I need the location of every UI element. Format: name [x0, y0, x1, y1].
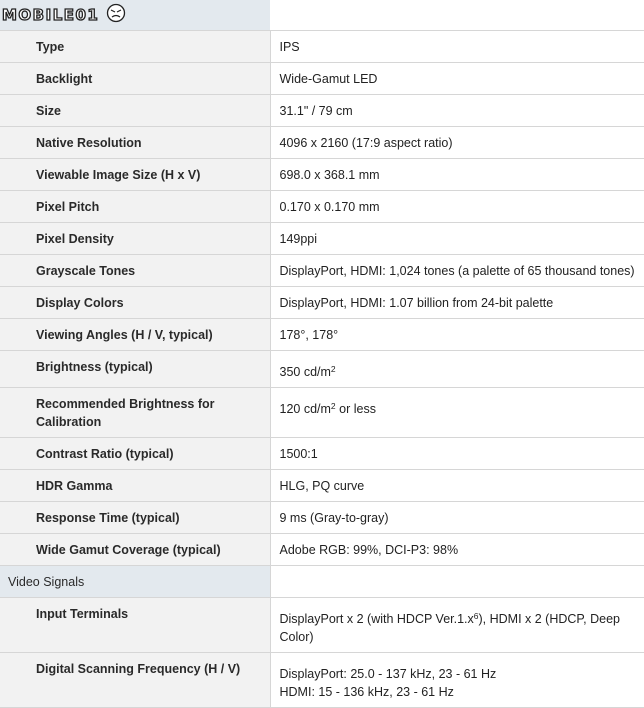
- spec-value-suffix: or less: [335, 402, 376, 416]
- spec-row-backlight: [0, 63, 644, 95]
- spec-label: Brightness (typical): [0, 351, 270, 388]
- mobile01-logo: [0, 1, 132, 27]
- superscript: 2: [330, 401, 336, 411]
- spec-value: [270, 388, 644, 438]
- spec-label: Type: [0, 31, 270, 63]
- spec-value-text: 31.1" / 79 cm: [279, 104, 353, 118]
- spec-value-text: 350 cd/m: [279, 365, 331, 379]
- spec-value-text: DisplayPort: 25.0 - 137 kHz, 23 - 61 Hz: [279, 667, 497, 681]
- logo-cell: [0, 0, 270, 31]
- spec-value-text: 178°, 178°: [279, 328, 339, 342]
- spec-value-text: IPS: [279, 40, 300, 54]
- spec-label: Grayscale Tones: [0, 255, 270, 287]
- spec-row-size: [0, 95, 644, 127]
- spec-value: [270, 319, 644, 351]
- spec-label: Viewable Image Size (H x V): [0, 159, 270, 191]
- section-title: Video Signals: [0, 566, 270, 598]
- superscript: 6: [473, 611, 479, 621]
- spec-value-text: 120 cd/m: [279, 402, 331, 416]
- spec-value: [270, 502, 644, 534]
- spec-value-text: Adobe RGB: 99%, DCI-P3: 98%: [279, 543, 459, 557]
- spec-label: Pixel Density: [0, 223, 270, 255]
- spec-value-text: Wide-Gamut LED: [279, 72, 378, 86]
- spec-value: [270, 31, 644, 63]
- spec-row-wide-gamut-coverage-typical: [0, 534, 644, 566]
- spec-value: [270, 287, 644, 319]
- spec-value: [270, 255, 644, 287]
- spec-row-display-colors: [0, 287, 644, 319]
- logo-row-blank: [270, 0, 644, 31]
- section-blank: [270, 566, 644, 598]
- spec-row-viewable-image-size-h-x-v: [0, 159, 644, 191]
- spec-value: [270, 534, 644, 566]
- spec-row-type: [0, 31, 644, 63]
- spec-value: [270, 191, 644, 223]
- spec-row-recommended-brightness-for-calibration: [0, 388, 644, 438]
- spec-row-response-time-typical: [0, 502, 644, 534]
- spec-label: Native Resolution: [0, 127, 270, 159]
- spec-label: Recommended Brightness for Calibration: [0, 388, 270, 438]
- spec-value-line2: HDMI: 15 - 136 kHz, 23 - 61 Hz: [279, 685, 454, 699]
- spec-row-contrast-ratio-typical: [0, 438, 644, 470]
- spec-row-pixel-pitch: [0, 191, 644, 223]
- spec-value-text: 4096 x 2160 (17:9 aspect ratio): [279, 136, 453, 150]
- spec-value: [270, 63, 644, 95]
- spec-row-input-terminals: [0, 598, 644, 653]
- spec-value-text: 1500:1: [279, 447, 318, 461]
- spec-value: [270, 598, 644, 653]
- logo-row: [0, 0, 644, 31]
- spec-label: HDR Gamma: [0, 470, 270, 502]
- spec-value-text: DisplayPort, HDMI: 1,024 tones (a palette of 65 thousand tones): [279, 264, 635, 278]
- svg-text:MOBILE01: MOBILE01: [2, 6, 100, 24]
- spec-row-viewing-angles-h-v-typical: [0, 319, 644, 351]
- spec-row-brightness-typical: [0, 351, 644, 388]
- spec-label: Response Time (typical): [0, 502, 270, 534]
- spec-label: Backlight: [0, 63, 270, 95]
- spec-label: Digital Scanning Frequency (H / V): [0, 653, 270, 708]
- spec-value-text: 149ppi: [279, 232, 318, 246]
- spec-label: Viewing Angles (H / V, typical): [0, 319, 270, 351]
- spec-label: Input Terminals: [0, 598, 270, 653]
- spec-value-text: 9 ms (Gray-to-gray): [279, 511, 389, 525]
- spec-label: Display Colors: [0, 287, 270, 319]
- spec-value-suffix: ), HDMI x 2 (HDCP, Deep Color): [279, 612, 620, 644]
- spec-label: Wide Gamut Coverage (typical): [0, 534, 270, 566]
- spec-label: Contrast Ratio (typical): [0, 438, 270, 470]
- spec-row-hdr-gamma: [0, 470, 644, 502]
- spec-label: Pixel Pitch: [0, 191, 270, 223]
- spec-value-text: 0.170 x 0.170 mm: [279, 200, 380, 214]
- spec-row-pixel-density: [0, 223, 644, 255]
- spec-value: [270, 159, 644, 191]
- spec-row-digital-scanning-frequency-h-v: [0, 653, 644, 708]
- spec-value: [270, 351, 644, 388]
- spec-row-grayscale-tones: [0, 255, 644, 287]
- spec-value: [270, 95, 644, 127]
- spec-value: [270, 653, 644, 708]
- spec-value: [270, 127, 644, 159]
- superscript: 2: [330, 364, 336, 374]
- spec-value: [270, 223, 644, 255]
- spec-value-text: DisplayPort x 2 (with HDCP Ver.1.x: [279, 612, 474, 626]
- spec-value: [270, 470, 644, 502]
- spec-value-text: 698.0 x 368.1 mm: [279, 168, 380, 182]
- spec-label: Size: [0, 95, 270, 127]
- section-row-video-signals: [0, 566, 644, 598]
- spec-value-text: DisplayPort, HDMI: 1.07 billion from 24-bit palette: [279, 296, 554, 310]
- spec-row-native-resolution: [0, 127, 644, 159]
- spec-value-text: HLG, PQ curve: [279, 479, 365, 493]
- spec-value: [270, 438, 644, 470]
